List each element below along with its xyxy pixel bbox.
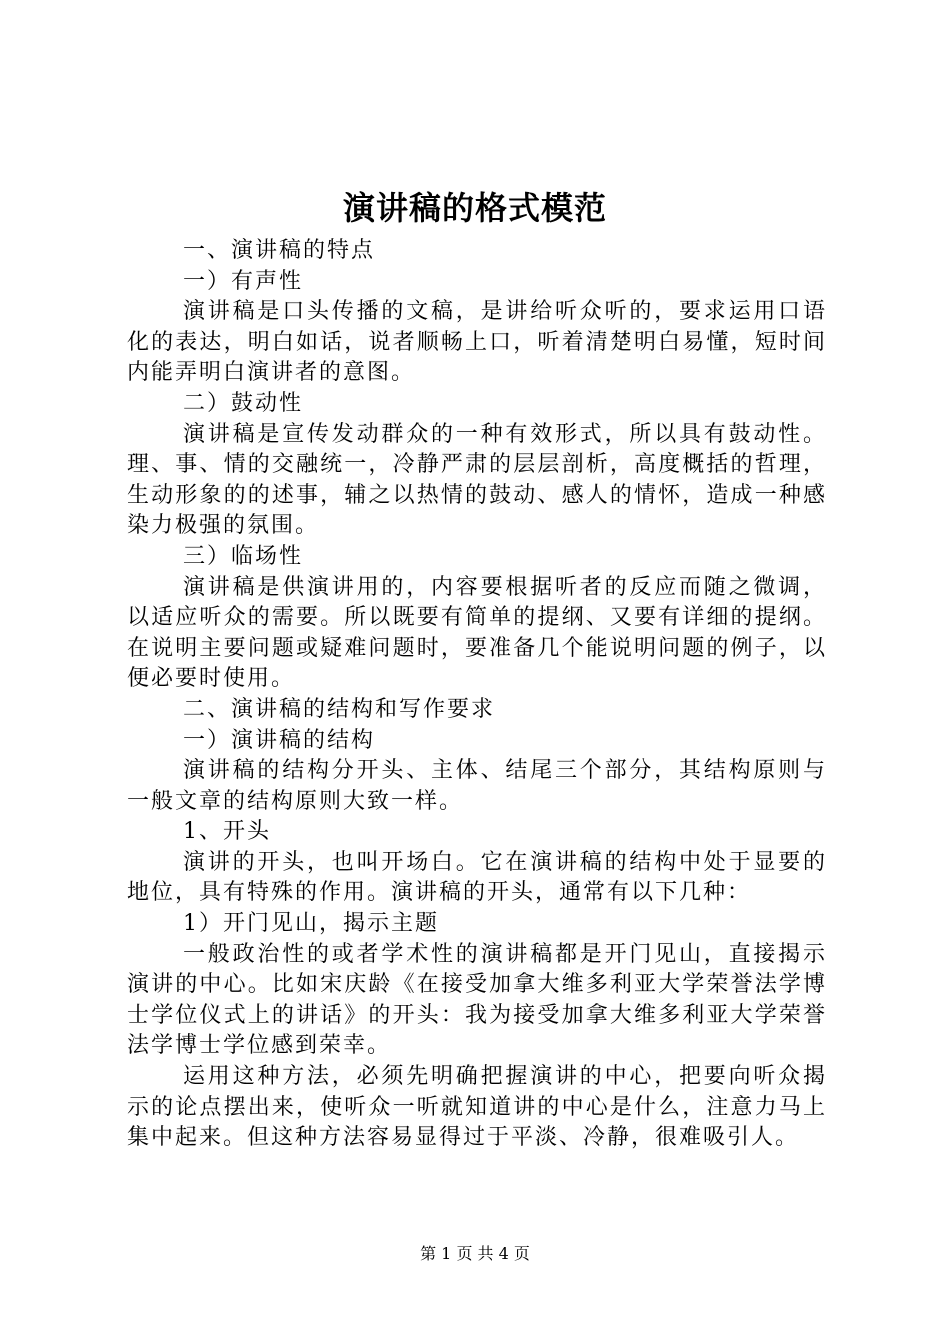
subsection-heading: 一）演讲稿的结构: [183, 727, 376, 753]
section-heading: 一、演讲稿的特点: [183, 238, 376, 263]
page-footer: 第 1 页 共 4 页: [420, 1244, 530, 1263]
subsection-heading: 三）临场性: [183, 543, 304, 569]
body-paragraph: 演讲的开头，也叫开场白。它在演讲稿的结构中处于显要的地位，具有特殊的作用。演讲稿的开头，通常有以下几种：: [127, 849, 827, 906]
document-title: 演讲稿的格式模范: [342, 189, 607, 227]
body-paragraph: 演讲稿的结构分开头、主体、结尾三个部分，其结构原则与一般文章的结构原则大致一样。: [127, 758, 827, 814]
subsection-heading: 二）鼓动性: [183, 390, 304, 416]
body-paragraph: 演讲稿是供演讲用的，内容要根据听者的反应而随之微调，以适应听众的需要。所以既要有简单的提纲、又要有详细的提纲。在说明主要问题或疑难问题时，要准备几个能说明问题的例子，以便必要时使用。: [127, 574, 827, 692]
item-heading: 1）开门见山，揭示主题: [183, 911, 439, 937]
section-heading: 二、演讲稿的结构和写作要求: [183, 696, 496, 722]
body-paragraph: 一般政治性的或者学术性的演讲稿都是开门见山，直接揭示演讲的中心。比如宋庆龄《在接受加拿大维多利亚大学荣誉法学博士学位仪式上的讲话》的开头：我为接受加拿大维多利亚大学荣誉法学博士学位感到荣幸。: [127, 941, 827, 1059]
body-paragraph: 演讲稿是口头传播的文稿，是讲给听众听的，要求运用口语化的表达，明白如话，说者顺畅上口，听着清楚明白易懂，短时间内能弄明白演讲者的意图。: [127, 299, 827, 386]
item-heading: 1、开头: [183, 819, 271, 845]
body-paragraph: 运用这种方法，必须先明确把握演讲的中心，把要向听众揭示的论点摆出来，使听众一听就知道讲的中心是什么，注意力马上集中起来。但这种方法容易显得过于平淡、冷静，很难吸引人。: [127, 1064, 827, 1151]
body-paragraph: 演讲稿是宣传发动群众的一种有效形式，所以具有鼓动性。理、事、情的交融统一，冷静严肃的层层剖析，高度概括的哲理，生动形象的的述事，辅之以热情的鼓动、感人的情怀，造成一种感染力极强的氛围。: [127, 421, 827, 539]
subsection-heading: 一）有声性: [183, 268, 304, 294]
document-body: [127, 236, 827, 1154]
